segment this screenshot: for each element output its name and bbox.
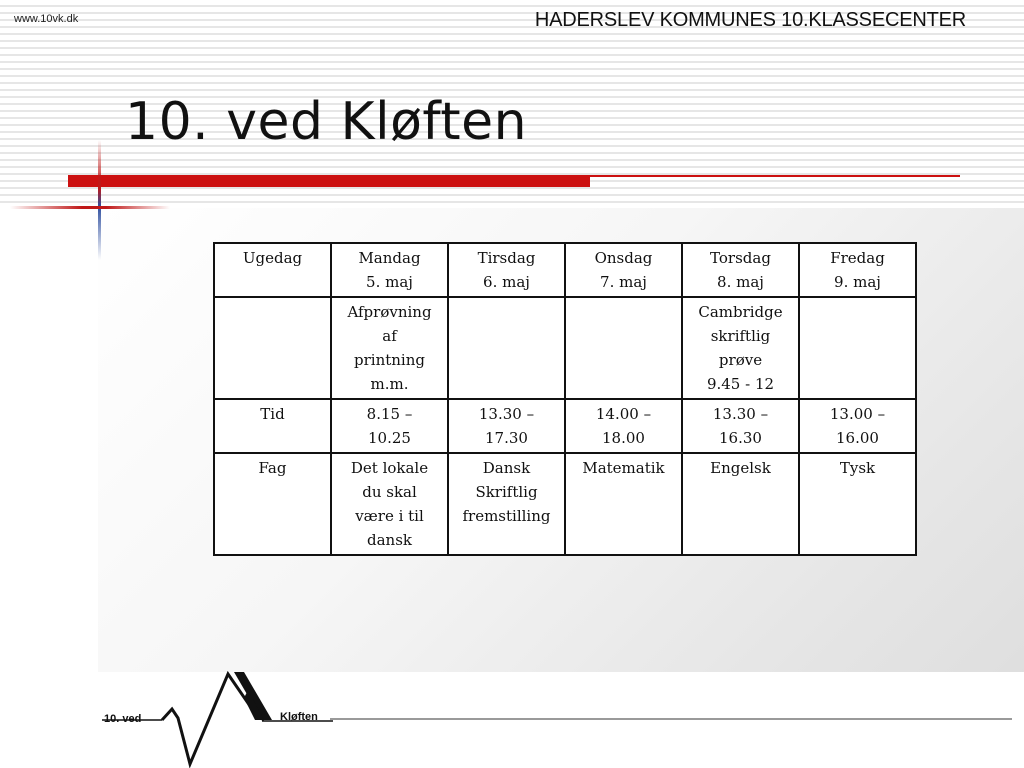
cell-text: Onsdag — [594, 249, 653, 267]
table-cell — [799, 399, 916, 453]
table-cell — [799, 297, 916, 399]
table-cell — [565, 297, 682, 399]
table-cell — [331, 297, 448, 399]
table-cell — [682, 297, 799, 399]
table-cell — [682, 453, 799, 555]
cell-text: 16.30 — [719, 429, 762, 447]
cell-text: printning — [354, 351, 425, 369]
cell-text: 16.00 — [836, 429, 879, 447]
cell-text: 8. maj — [717, 273, 764, 291]
table-cell — [682, 399, 799, 453]
table-cell — [448, 297, 565, 399]
table-cell — [214, 243, 331, 297]
table-row — [214, 297, 916, 399]
organization-title: HADERSLEV KOMMUNES 10.KLASSECENTER — [534, 9, 966, 31]
cell-text: 13.00 – — [829, 405, 886, 423]
decor-cross-vertical — [98, 140, 101, 260]
cell-text: Fag — [258, 459, 287, 477]
table-cell — [565, 453, 682, 555]
cell-text: være i til — [355, 507, 424, 525]
cell-text: 9.45 - 12 — [706, 375, 775, 393]
table-cell — [565, 399, 682, 453]
table-cell — [448, 399, 565, 453]
cell-text: 8.15 – — [366, 405, 413, 423]
logo — [98, 668, 333, 768]
table-cell — [799, 453, 916, 555]
cell-text: Det lokale — [350, 459, 429, 477]
cell-text: 13.30 – — [478, 405, 535, 423]
cell-text: Tysk — [839, 459, 876, 477]
cell-text: Engelsk — [710, 459, 771, 477]
accent-line — [590, 175, 960, 177]
cell-text: af — [382, 327, 397, 345]
footer-rule — [330, 718, 1012, 720]
decor-cross-horizontal — [10, 206, 170, 209]
cell-text: m.m. — [370, 375, 409, 393]
cell-text: 13.30 – — [712, 405, 769, 423]
table-cell — [214, 399, 331, 453]
cell-text: 10.25 — [368, 429, 411, 447]
table-cell — [448, 453, 565, 555]
cell-text: Tirsdag — [477, 249, 536, 267]
table-cell — [331, 243, 448, 297]
table-cell — [214, 297, 331, 399]
cell-text: 14.00 – — [595, 405, 652, 423]
cell-text: Mandag — [358, 249, 421, 267]
cell-text: Matematik — [582, 459, 665, 477]
cell-text: Skriftlig — [475, 483, 538, 501]
cell-text: dansk — [367, 531, 412, 549]
table-cell — [448, 243, 565, 297]
cell-text: Fredag — [830, 249, 885, 267]
cell-text: Tid — [260, 405, 285, 423]
table-cell — [331, 399, 448, 453]
table-header-row — [214, 243, 916, 297]
table-cell — [682, 243, 799, 297]
cell-text: Cambridge — [698, 303, 783, 321]
left-margin — [0, 208, 98, 768]
table-cell — [214, 453, 331, 555]
table-row — [214, 453, 916, 555]
accent-bar — [68, 175, 590, 187]
table-row — [214, 399, 916, 453]
site-url: www.10vk.dk — [14, 13, 79, 25]
cell-text: fremstilling — [462, 507, 551, 525]
cell-text: skriftlig — [710, 327, 771, 345]
logo-text-left: 10. ved — [104, 713, 142, 725]
cell-text: Ugedag — [242, 249, 303, 267]
logo-text-right: Kløften — [280, 711, 318, 723]
cell-text: Afprøvning — [347, 303, 432, 321]
schedule-table — [213, 242, 917, 556]
cell-text: 6. maj — [483, 273, 530, 291]
cell-text: Dansk — [482, 459, 531, 477]
cell-text: prøve — [718, 351, 763, 369]
cell-text: 7. maj — [600, 273, 647, 291]
table-cell — [799, 243, 916, 297]
cell-text: Torsdag — [710, 249, 771, 267]
cell-text: 18.00 — [602, 429, 645, 447]
table-cell — [331, 453, 448, 555]
slide-title: 10. ved Kløften — [125, 92, 528, 152]
cell-text: du skal — [362, 483, 417, 501]
cell-text: 9. maj — [834, 273, 881, 291]
table-cell — [565, 243, 682, 297]
cell-text: 5. maj — [366, 273, 413, 291]
cell-text: 17.30 — [485, 429, 528, 447]
